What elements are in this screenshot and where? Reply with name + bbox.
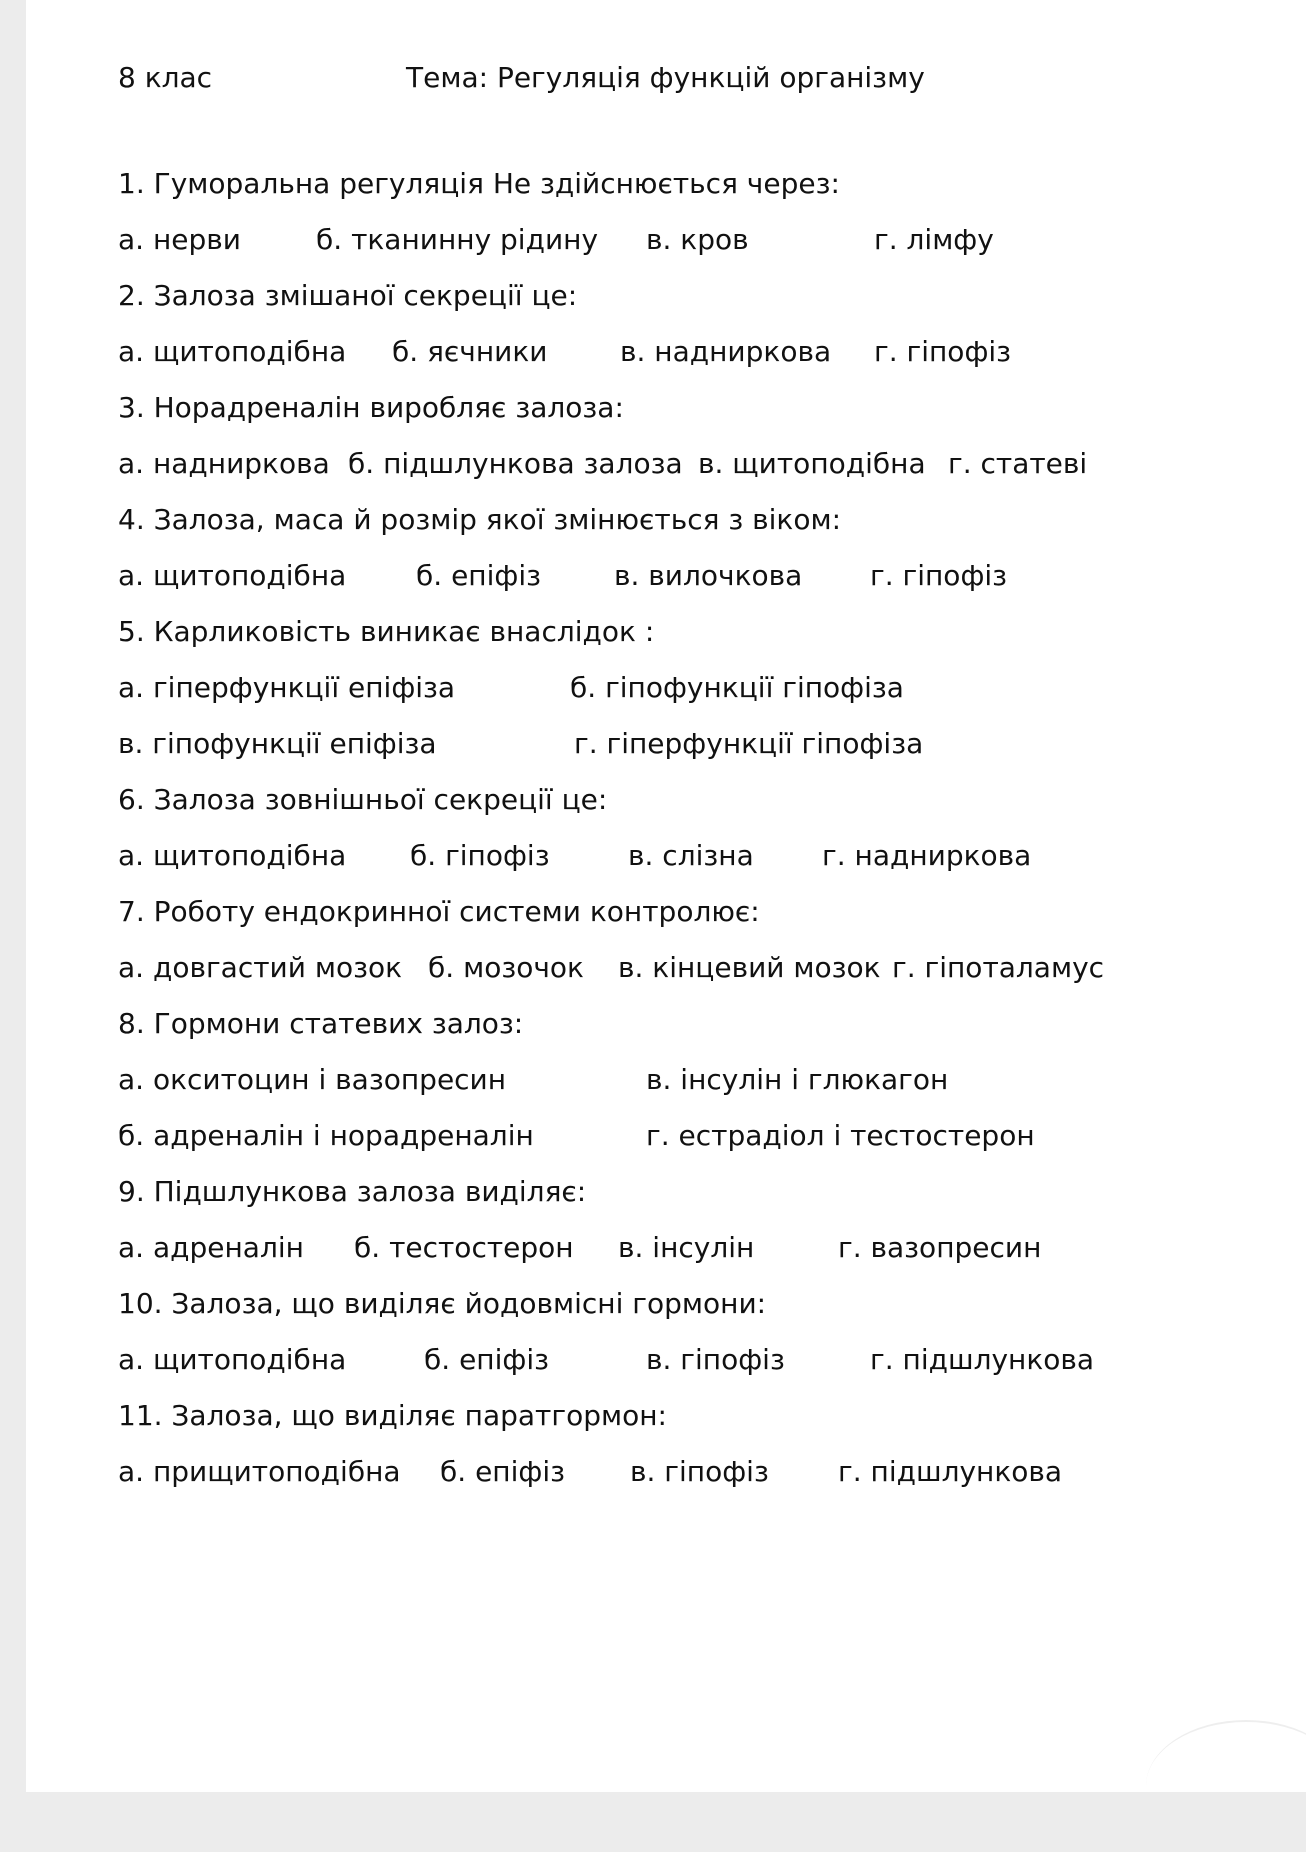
q10-option-a: а. щитоподібна: [118, 1343, 347, 1376]
q7-option-c: в. кінцевий мозок: [618, 951, 881, 984]
question-6: 6. Залоза зовнішньої секреції це:: [118, 783, 608, 816]
question-5: 5. Карликовість виникає внаслідок :: [118, 615, 655, 648]
q9-option-d: г. вазопресин: [838, 1231, 1042, 1264]
grade-label: 8 клас: [118, 61, 213, 94]
question-1: 1. Гуморальна регуляція Не здійснюється через:: [118, 167, 840, 200]
q10-option-c: в. гіпофіз: [646, 1343, 785, 1376]
q6-option-d: г. надниркова: [822, 839, 1032, 872]
q9-option-b: б. тестостерон: [354, 1231, 574, 1264]
q6-option-c: в. слізна: [628, 839, 754, 872]
q11-option-c: в. гіпофіз: [630, 1455, 769, 1488]
q10-option-d: г. підшлункова: [870, 1343, 1095, 1376]
q3-option-d: г. статеві: [948, 447, 1088, 480]
q11-option-a: а. прищитоподібна: [118, 1455, 401, 1488]
q2-option-b: б. яєчники: [392, 335, 548, 368]
question-8: 8. Гормони статевих залоз:: [118, 1007, 524, 1040]
q5-option-c: в. гіпофункції епіфіза: [118, 727, 437, 760]
q7-option-d: г. гіпоталамус: [892, 951, 1105, 984]
q7-option-a: а. довгастий мозок: [118, 951, 403, 984]
q1-option-b: б. тканинну рідину: [316, 223, 599, 256]
q4-option-c: в. вилочкова: [614, 559, 803, 592]
q1-option-c: в. кров: [646, 223, 749, 256]
q4-option-a: а. щитоподібна: [118, 559, 347, 592]
q3-option-b: б. підшлункова залоза: [348, 447, 683, 480]
q11-option-d: г. підшлункова: [838, 1455, 1063, 1488]
q4-option-d: г. гіпофіз: [870, 559, 1008, 592]
q5-option-a: а. гіперфункції епіфіза: [118, 671, 456, 704]
question-4: 4. Залоза, маса й розмір якої змінюється з віком:: [118, 503, 842, 536]
q7-option-b: б. мозочок: [428, 951, 584, 984]
q9-option-a: а. адреналін: [118, 1231, 304, 1264]
q5-option-b: б. гіпофункції гіпофіза: [570, 671, 904, 704]
q6-option-b: б. гіпофіз: [410, 839, 550, 872]
question-2: 2. Залоза змішаної секреції це:: [118, 279, 578, 312]
q4-option-b: б. епіфіз: [416, 559, 541, 592]
q5-option-d: г. гіперфункції гіпофіза: [574, 727, 924, 760]
q2-option-d: г. гіпофіз: [874, 335, 1012, 368]
q8-option-d: г. естрадіол і тестостерон: [646, 1119, 1035, 1152]
question-11: 11. Залоза, що виділяє паратгормон:: [118, 1399, 667, 1432]
page-corner-curve: [1146, 1720, 1306, 1852]
question-7: 7. Роботу ендокринної системи контролює:: [118, 895, 760, 928]
topic-title: Тема: Регуляція функцій організму: [406, 61, 925, 94]
q8-option-c: в. інсулін і глюкагон: [646, 1063, 949, 1096]
q2-option-c: в. надниркова: [620, 335, 832, 368]
q1-option-a: а. нерви: [118, 223, 241, 256]
q2-option-a: а. щитоподібна: [118, 335, 347, 368]
worksheet-page: [26, 0, 1306, 1792]
q6-option-a: а. щитоподібна: [118, 839, 347, 872]
q8-option-a: а. окситоцин і вазопресин: [118, 1063, 507, 1096]
question-3: 3. Норадреналін виробляє залоза:: [118, 391, 624, 424]
q10-option-b: б. епіфіз: [424, 1343, 549, 1376]
q3-option-a: а. надниркова: [118, 447, 330, 480]
q9-option-c: в. інсулін: [618, 1231, 755, 1264]
q1-option-d: г. лімфу: [874, 223, 994, 256]
question-9: 9. Підшлункова залоза виділяє:: [118, 1175, 587, 1208]
q11-option-b: б. епіфіз: [440, 1455, 565, 1488]
q8-option-b: б. адреналін і норадреналін: [118, 1119, 534, 1152]
q3-option-c: в. щитоподібна: [698, 447, 926, 480]
question-10: 10. Залоза, що виділяє йодовмісні гормони:: [118, 1287, 767, 1320]
